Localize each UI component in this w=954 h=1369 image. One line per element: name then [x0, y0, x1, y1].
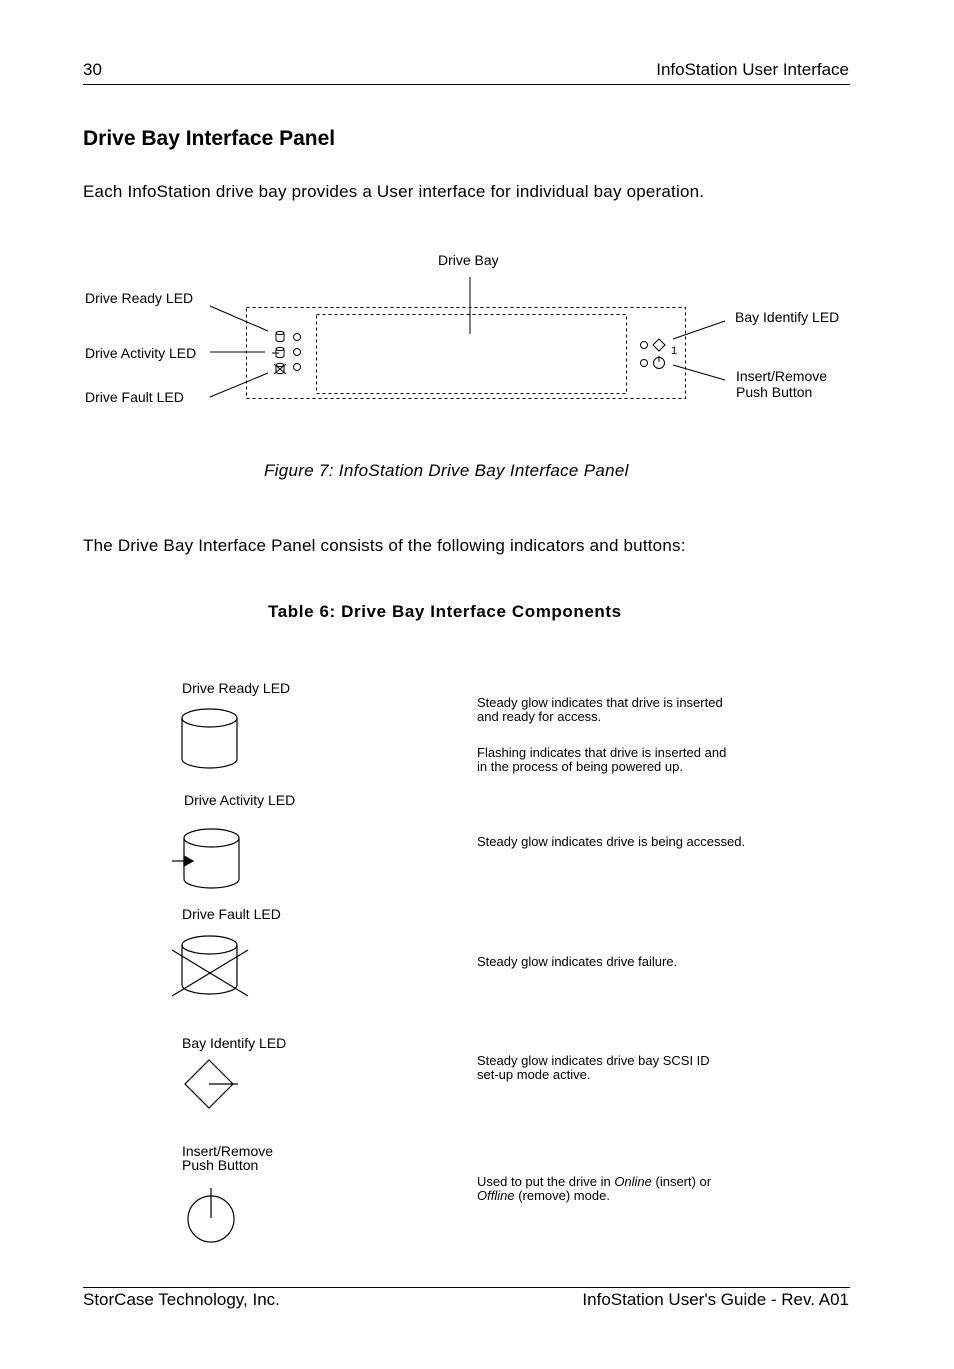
section-title: Drive Bay Interface Panel [83, 127, 336, 150]
row-drive-activity-name: Drive Activity LED [184, 792, 296, 808]
lead-in-paragraph: The Drive Bay Interface Panel consists of the following indicators and buttons: [83, 536, 686, 555]
power-button-icon [188, 1188, 234, 1242]
label-push-button: Push Button [736, 384, 813, 400]
drive-fault-icon [172, 936, 248, 996]
label-drive-bay: Drive Bay [438, 252, 499, 268]
row-drive-ready-name: Drive Ready LED [182, 680, 291, 696]
insert-remove-led [641, 360, 648, 367]
drive-ready-leader [210, 306, 268, 331]
drive-bay-outline [317, 315, 627, 394]
insert-remove-leader [673, 365, 725, 380]
row-drive-fault-desc: Steady glow indicates drive failure. [477, 954, 678, 969]
label-drive-activity-led: Drive Activity LED [85, 345, 197, 361]
table-title: Table 6: Drive Bay Interface Components [268, 602, 622, 621]
page-number: 30 [83, 60, 102, 79]
row-drive-ready-desc-1: Steady glow indicates that drive is inserted [477, 695, 723, 710]
running-header: InfoStation User Interface [656, 60, 849, 79]
label-insert-remove: Insert/Remove [736, 368, 828, 384]
drive-fault-led [294, 364, 301, 371]
drive-ready-led [294, 334, 301, 341]
row-drive-ready-desc-2: and ready for access. [477, 709, 602, 724]
row-bay-identify-name: Bay Identify LED [182, 1035, 287, 1051]
drive-fault-icon-small [274, 363, 286, 374]
footer-left: StorCase Technology, Inc. [83, 1290, 280, 1309]
row-insert-remove-name-1: Insert/Remove [182, 1143, 274, 1159]
row-drive-ready-desc2-2: in the process of being powered up. [477, 759, 683, 774]
bay-identify-led [641, 342, 648, 349]
power-button-icon-small [654, 358, 665, 369]
drive-ready-icon [182, 709, 237, 768]
drive-activity-icon [172, 829, 239, 888]
row-insert-remove-name-2: Push Button [182, 1157, 259, 1173]
footer-right: InfoStation User's Guide - Rev. A01 [582, 1290, 849, 1309]
row-bay-identify-desc-2: set-up mode active. [477, 1067, 591, 1082]
intro-paragraph: Each InfoStation drive bay provides a User interface for individual bay operation. [83, 182, 705, 201]
label-drive-ready-led: Drive Ready LED [85, 290, 194, 306]
label-bay-identify-led: Bay Identify LED [735, 309, 840, 325]
panel-outline [247, 308, 686, 399]
bay-identify-icon-small [653, 339, 665, 351]
bay-identify-leader [673, 321, 725, 339]
row-drive-ready-desc2-1: Flashing indicates that drive is inserted and [477, 745, 727, 760]
drive-ready-icon-small [276, 331, 284, 341]
row-insert-remove-desc-2: Offline (remove) mode. [477, 1188, 610, 1203]
row-bay-identify-desc-1: Steady glow indicates drive bay SCSI ID [477, 1053, 710, 1068]
header-rule [83, 84, 850, 85]
figure-caption: Figure 7: InfoStation Drive Bay Interface Panel [264, 461, 629, 480]
drive-activity-led [294, 349, 301, 356]
bay-number: 1 [671, 345, 678, 357]
label-drive-fault-led: Drive Fault LED [85, 389, 184, 405]
drive-fault-leader [210, 373, 268, 397]
row-drive-activity-desc: Steady glow indicates drive is being accessed. [477, 834, 746, 849]
row-drive-fault-name: Drive Fault LED [182, 906, 281, 922]
drive-activity-icon-small [272, 347, 284, 357]
footer-rule [83, 1287, 850, 1288]
row-insert-remove-desc-1: Used to put the drive in Online (insert) or [477, 1174, 712, 1189]
bay-identify-icon [185, 1060, 238, 1108]
